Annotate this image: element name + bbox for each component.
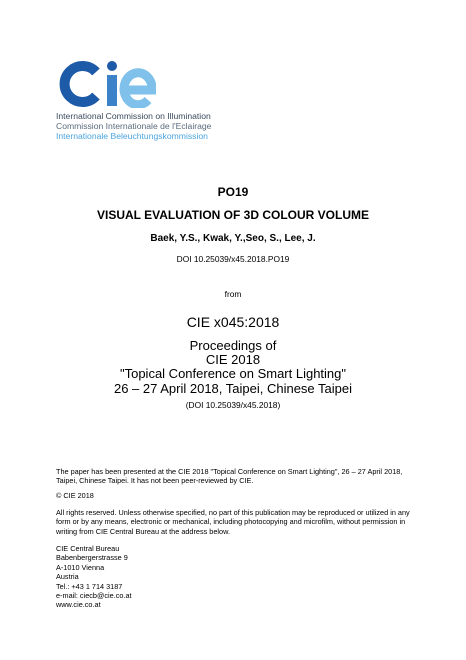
from-label: from <box>224 289 242 299</box>
organization-name-de: Internationale Beleuchtungskommission <box>56 131 208 141</box>
presented-note: The paper has been presented at the CIE 2018 "Topical Conference on Smart Lighting", 26 – 27 April 2018, Taipei, Chinese Taipei. It has not been peer-reviewed by CIE. <box>56 467 403 486</box>
cie-logo <box>56 58 156 108</box>
address-line: CIE Central Bureau <box>56 544 120 553</box>
organization-names <box>56 111 211 141</box>
organization-name-fr: Commission Internationale de l'Eclairage <box>56 121 212 131</box>
proceedings-line: 26 – 27 April 2018, Taipei, Chinese Taipei <box>113 380 353 396</box>
proceedings-line: Proceedings of <box>189 338 277 353</box>
address-line: Austria <box>56 572 79 582</box>
proceedings-line: CIE 2018 <box>205 352 261 368</box>
publication-id: CIE x045:2018 <box>186 314 280 330</box>
paper-authors: Baek, Y.S., Kwak, Y.,Seo, S., Lee, J. <box>150 233 316 244</box>
paper-doi: DOI 10.25039/x45.2018.PO19 <box>176 254 290 264</box>
proceedings-block <box>0 339 466 396</box>
address-block <box>56 544 416 610</box>
proceedings-line: "Topical Conference on Smart Lighting" <box>119 366 347 382</box>
copyright-note: © CIE 2018 <box>56 491 94 500</box>
address-line: e-mail: ciecb@cie.co.at <box>56 591 132 601</box>
address-line: A-1010 Vienna <box>56 562 105 572</box>
organization-name-en: International Commission on Illumination <box>56 111 211 121</box>
rights-note: All rights reserved. Unless otherwise specified, no part of this publication may be reproduced or utilized in any form or by any means, electronic or mechanical, including photocopying and microfilm, without permission in writing from CIE Central Bureau at the address below. <box>56 508 410 536</box>
paper-title: VISUAL EVALUATION OF 3D COLOUR VOLUME <box>96 208 369 222</box>
paper-code: PO19 <box>217 185 249 199</box>
publication-doi: (DOI 10.25039/x45.2018) <box>185 400 281 410</box>
address-line: Tel.: +43 1 714 3187 <box>56 581 123 591</box>
address-line: Babenbergerstrasse 9 <box>56 553 128 563</box>
address-line: www.cie.co.at <box>56 600 101 610</box>
